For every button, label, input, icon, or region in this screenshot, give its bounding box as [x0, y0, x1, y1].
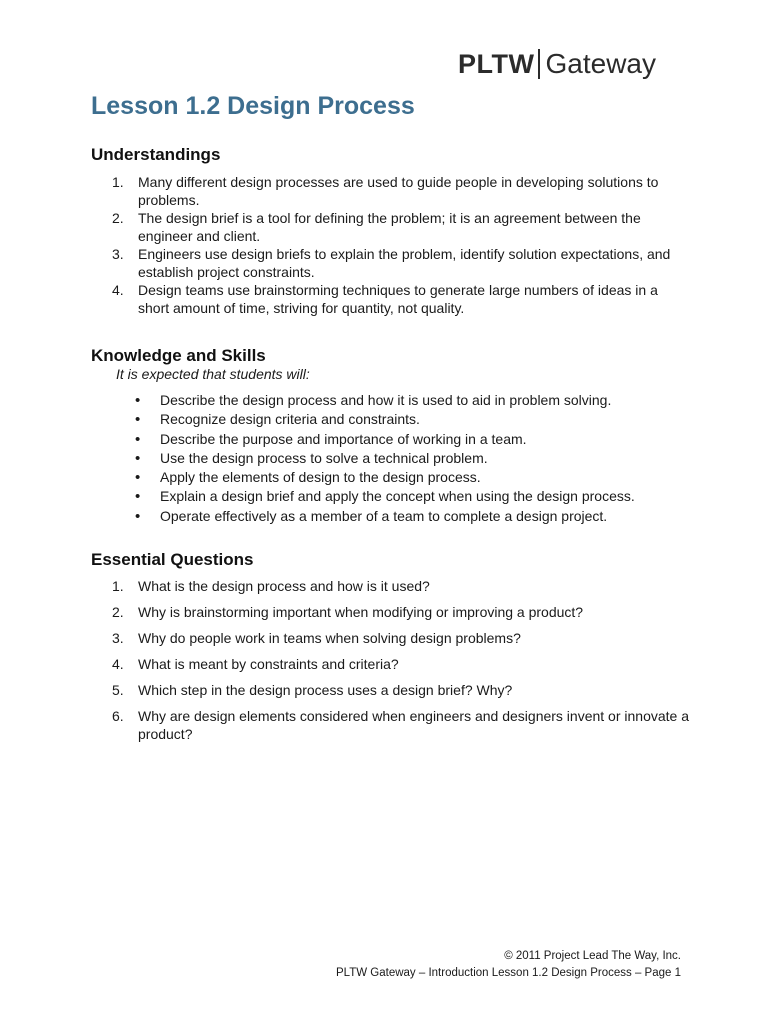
- item-text: Operate effectively as a member of a team to complete a design project.: [160, 507, 608, 524]
- bullet: •: [135, 507, 141, 525]
- item-number: 2.: [112, 210, 124, 226]
- list-item: [112, 577, 698, 595]
- understandings-heading: Understandings: [91, 145, 221, 164]
- bullet: •: [135, 488, 141, 506]
- item-text: Describe the purpose and importance of working in a team.: [160, 430, 527, 447]
- item-text: Recognize design criteria and constraints.: [160, 411, 420, 428]
- item-number: 5.: [112, 682, 124, 698]
- list-item: [112, 629, 698, 647]
- footer-copyright: © 2011 Project Lead The Way, Inc.: [504, 950, 681, 962]
- list-item: [112, 603, 698, 621]
- item-text: What is the design process and how is it used?: [138, 578, 430, 594]
- item-number: 3.: [112, 630, 124, 646]
- list-item: [133, 410, 693, 429]
- knowledge-heading: Knowledge and Skills: [91, 346, 266, 365]
- item-text: Many different design processes are used to guide people in developing solutions to problems.: [138, 174, 659, 208]
- pltw-gateway-logo: [458, 44, 688, 84]
- essential-heading: Essential Questions: [91, 550, 254, 569]
- item-number: 1.: [112, 174, 124, 190]
- item-text: Explain a design brief and apply the concept when using the design process.: [160, 488, 635, 505]
- item-number: 1.: [112, 578, 124, 594]
- item-text: What is meant by constraints and criteria?: [138, 656, 399, 672]
- list-item: [112, 655, 698, 673]
- logo-sub: Gateway: [545, 48, 656, 79]
- item-text: The design brief is a tool for defining the problem; it is an agreement between the engineer and client.: [138, 210, 641, 244]
- list-item: [133, 449, 693, 468]
- item-number: 3.: [112, 246, 124, 262]
- item-number: 6.: [112, 708, 124, 724]
- list-item: [133, 507, 693, 526]
- list-item: [112, 281, 692, 317]
- list-item: [112, 173, 692, 209]
- list-item: [112, 707, 698, 743]
- page-title: Lesson 1.2 Design Process: [91, 92, 415, 120]
- list-item: [133, 430, 693, 449]
- item-text: Describe the design process and how it is used to aid in problem solving.: [160, 392, 612, 408]
- list-item: [133, 391, 693, 410]
- item-text: Why are design elements considered when engineers and designers invent or innovate a product?: [138, 708, 690, 742]
- item-text: Apply the elements of design to the design process.: [160, 469, 481, 486]
- item-text: Engineers use design briefs to explain the problem, identify solution expectations, and establish project constraints.: [138, 246, 671, 280]
- list-item: [112, 209, 692, 245]
- understandings-list: [112, 173, 692, 317]
- list-item: [112, 245, 692, 281]
- knowledge-intro: It is expected that students will:: [116, 366, 310, 382]
- list-item: [112, 681, 698, 699]
- bullet: •: [135, 430, 141, 448]
- item-number: 4.: [112, 282, 124, 298]
- bullet: •: [135, 411, 141, 429]
- footer-page: PLTW Gateway – Introduction Lesson 1.2 Design Process – Page 1: [336, 967, 681, 979]
- item-text: Which step in the design process uses a design brief? Why?: [138, 682, 513, 698]
- item-text: Why do people work in teams when solving design problems?: [138, 630, 521, 646]
- bullet: •: [135, 392, 141, 409]
- list-item: [133, 468, 693, 487]
- knowledge-list: [133, 391, 693, 526]
- item-text: Why is brainstorming important when modifying or improving a product?: [138, 604, 584, 620]
- item-text: Design teams use brainstorming techniques to generate large numbers of ideas in a short amount of time, striving for quantity, not quality.: [138, 282, 658, 316]
- list-item: [133, 487, 693, 506]
- item-number: 4.: [112, 656, 124, 672]
- bullet: •: [135, 469, 141, 487]
- item-text: Use the design process to solve a technical problem.: [160, 449, 488, 466]
- logo-brand: PLTW: [458, 48, 535, 79]
- item-number: 2.: [112, 604, 124, 620]
- logo-divider: [538, 49, 540, 79]
- bullet: •: [135, 449, 141, 467]
